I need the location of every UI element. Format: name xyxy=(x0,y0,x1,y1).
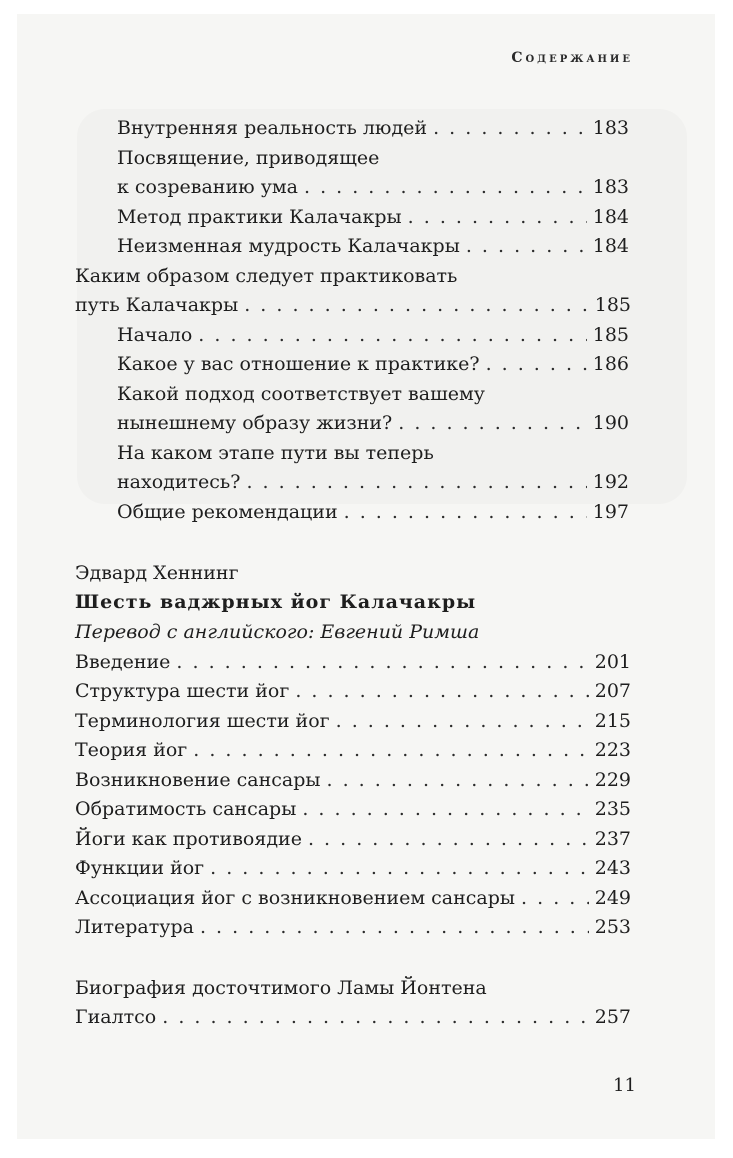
toc-entry-title: Общие рекомендации xyxy=(117,501,338,523)
toc-entry[interactable] xyxy=(117,408,629,438)
toc-page-number: 249 xyxy=(594,887,631,909)
toc-entry-title: Ассоциация йог с возникновением сансары xyxy=(75,887,516,909)
toc-page-number: 243 xyxy=(594,857,631,879)
toc-entry[interactable] xyxy=(117,320,629,350)
toc-page-number: 184 xyxy=(592,206,629,228)
toc-page-number: 186 xyxy=(592,353,629,375)
leader-dots xyxy=(200,912,589,942)
toc-entry-title: Гиалтсо xyxy=(75,1006,157,1028)
toc-page-number: 183 xyxy=(592,117,629,139)
toc-entry-line[interactable]: Каким образом следует практиковать xyxy=(75,265,458,287)
toc-page-number: 185 xyxy=(594,294,631,316)
toc-page-number: 215 xyxy=(594,710,631,732)
toc-entry[interactable] xyxy=(75,647,631,677)
toc-page-number: 223 xyxy=(594,739,631,761)
toc-entry[interactable] xyxy=(75,290,631,320)
toc-page-number: 207 xyxy=(594,680,631,702)
toc-entry-title: Возникновение сансары xyxy=(75,769,321,791)
toc-entry-title: Метод практики Калачакры xyxy=(117,206,402,228)
leader-dots xyxy=(408,202,587,232)
leader-dots xyxy=(398,408,587,438)
toc-page-number: 237 xyxy=(594,828,631,850)
toc-entry[interactable] xyxy=(75,853,631,883)
section-title[interactable]: Шесть ваджрных йог Калачакры xyxy=(75,591,477,613)
toc-entry-title: к созреванию ума xyxy=(117,176,298,198)
toc-page-number: 197 xyxy=(592,501,629,523)
toc-page-number: 190 xyxy=(592,412,629,434)
toc-entry-line[interactable]: Биография досточтимого Ламы Йонтена xyxy=(75,977,487,999)
section-author: Эдвард Хеннинг xyxy=(75,562,239,584)
toc-entry[interactable] xyxy=(117,172,629,202)
leader-dots xyxy=(304,172,587,202)
leader-dots xyxy=(302,794,588,824)
leader-dots xyxy=(336,706,589,736)
page-folio: 11 xyxy=(613,1075,636,1096)
toc-entry[interactable] xyxy=(117,467,629,497)
running-header: Содержание xyxy=(511,50,633,66)
toc-page-number: 229 xyxy=(594,769,631,791)
toc-entry-line[interactable]: Какой подход соответствует вашему xyxy=(117,383,485,405)
leader-dots xyxy=(193,735,588,765)
leader-dots xyxy=(162,1002,589,1032)
toc-entry-title: Йоги как противоядие xyxy=(75,828,302,850)
toc-entry-title: Какое у вас отношение к практике? xyxy=(117,353,480,375)
leader-dots xyxy=(466,231,587,261)
toc-entry-title: нынешнему образу жизни? xyxy=(117,412,393,434)
toc-entry-title: Функции йог xyxy=(75,857,205,879)
toc-entry-title: Терминология шести йог xyxy=(75,710,330,732)
toc-entry[interactable] xyxy=(75,912,631,942)
toc-entry[interactable] xyxy=(117,202,629,232)
leader-dots xyxy=(246,467,586,497)
toc-page-number: 253 xyxy=(594,916,631,938)
toc-entry-title: путь Калачакры xyxy=(75,294,239,316)
toc-entry[interactable] xyxy=(117,349,629,379)
leader-dots xyxy=(210,853,589,883)
toc-entry-title: Начало xyxy=(117,324,193,346)
toc-entry-title: Литература xyxy=(75,916,194,938)
toc-entry[interactable] xyxy=(75,706,631,736)
toc-page-number: 184 xyxy=(592,235,629,257)
toc-entry[interactable] xyxy=(75,765,631,795)
leader-dots xyxy=(521,883,589,913)
toc-entry-line[interactable]: На каком этапе пути вы теперь xyxy=(117,442,434,464)
toc-entry[interactable] xyxy=(75,794,631,824)
toc-entry[interactable] xyxy=(117,113,629,143)
toc-entry[interactable] xyxy=(75,1002,631,1032)
toc-entry-title: Неизменная мудрость Калачакры xyxy=(117,235,460,257)
toc-entry[interactable] xyxy=(75,824,631,854)
toc-page-number: 235 xyxy=(594,798,631,820)
toc-page-number: 192 xyxy=(592,471,629,493)
toc-entry-title: Теория йог xyxy=(75,739,188,761)
leader-dots xyxy=(308,824,589,854)
toc-entry-title: Введение xyxy=(75,651,171,673)
section-translator: Перевод с английского: Евгений Римша xyxy=(75,621,480,643)
toc-page-number: 201 xyxy=(594,651,631,673)
toc-page-number: 257 xyxy=(594,1006,631,1028)
toc-entry[interactable] xyxy=(117,497,629,527)
leader-dots xyxy=(295,676,588,706)
toc-entry[interactable] xyxy=(75,883,631,913)
leader-dots xyxy=(244,290,589,320)
leader-dots xyxy=(327,765,589,795)
leader-dots xyxy=(486,349,587,379)
toc-entry[interactable] xyxy=(75,676,631,706)
toc-entry-title: Структура шести йог xyxy=(75,680,290,702)
toc-page-number: 183 xyxy=(592,176,629,198)
toc-entry-title: находитесь? xyxy=(117,471,241,493)
leader-dots xyxy=(344,497,587,527)
toc-entry[interactable] xyxy=(75,735,631,765)
leader-dots xyxy=(198,320,586,350)
leader-dots xyxy=(176,647,588,677)
toc-entry-title: Внутренняя реальность людей xyxy=(117,117,428,139)
toc-entry-title: Обратимость сансары xyxy=(75,798,297,820)
toc-entry-line[interactable]: Посвящение, приводящее xyxy=(117,147,380,169)
leader-dots xyxy=(433,113,587,143)
toc-page-number: 185 xyxy=(592,324,629,346)
toc-entry[interactable] xyxy=(117,231,629,261)
